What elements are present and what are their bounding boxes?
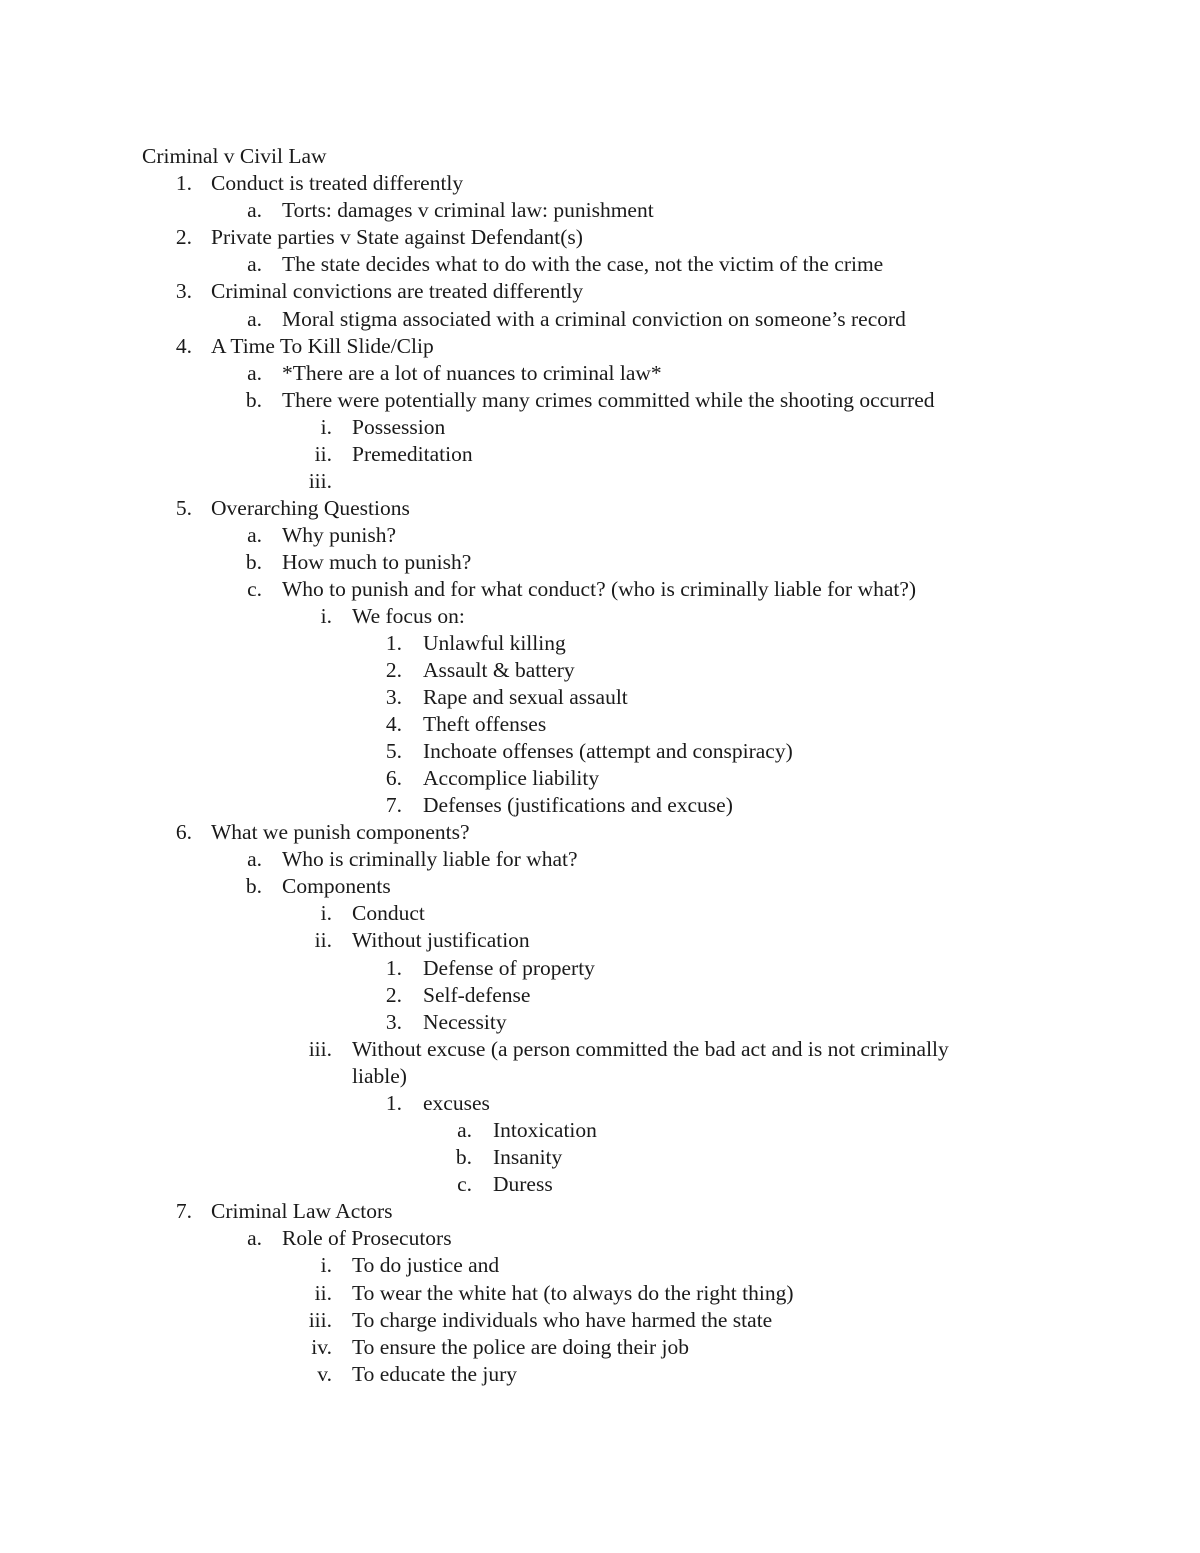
list-item-text: Without justification xyxy=(352,928,530,952)
list-marker: a. xyxy=(247,847,262,871)
list-marker: a. xyxy=(247,523,262,547)
list-marker: b. xyxy=(245,874,262,898)
list-item-text: Rape and sexual assault xyxy=(423,685,628,709)
list-marker: b. xyxy=(455,1145,472,1169)
list-marker: i. xyxy=(320,604,332,628)
list-item-text: To educate the jury xyxy=(352,1362,518,1386)
list-marker: a. xyxy=(247,252,262,276)
list-item-text: To charge individuals who have harmed the state xyxy=(352,1308,773,1332)
list-marker: ii. xyxy=(314,442,332,466)
list-marker: 3. xyxy=(385,1010,402,1034)
list-item-text: Conduct is treated differently xyxy=(211,171,464,195)
list-item-text: Moral stigma associated with a criminal conviction on someone’s record xyxy=(282,307,906,331)
list-item-text: The state decides what to do with the case, not the victim of the crime xyxy=(282,252,884,276)
list-item-text: excuses xyxy=(423,1091,490,1115)
list-marker: c. xyxy=(247,577,262,601)
list-marker: 7. xyxy=(385,793,402,817)
list-item-text: Torts: damages v criminal law: punishment xyxy=(282,198,654,222)
list-marker: 3. xyxy=(175,279,192,303)
list-marker: 2. xyxy=(385,658,402,682)
list-marker: 6. xyxy=(385,766,402,790)
list-marker: a. xyxy=(457,1118,472,1142)
list-item-text: Criminal Law Actors xyxy=(211,1199,393,1223)
list-marker: i. xyxy=(320,415,332,439)
list-item-text: Why punish? xyxy=(282,523,397,547)
list-item-text: Who is criminally liable for what? xyxy=(282,847,578,871)
list-marker: 4. xyxy=(385,712,402,736)
list-item-text: *There are a lot of nuances to criminal law* xyxy=(282,361,662,385)
list-marker: 3. xyxy=(385,685,402,709)
list-item-text: Role of Prosecutors xyxy=(282,1226,452,1250)
list-item-text: What we punish components? xyxy=(211,820,470,844)
list-item-text: To ensure the police are doing their job xyxy=(352,1335,690,1359)
list-marker: a. xyxy=(247,361,262,385)
list-item-text: Possession xyxy=(352,415,446,439)
list-item-text: Criminal convictions are treated differently xyxy=(211,279,584,303)
list-item-text: A Time To Kill Slide/Clip xyxy=(211,334,434,358)
list-item-text: We focus on: xyxy=(352,604,465,628)
list-item-text: Insanity xyxy=(493,1145,563,1169)
list-item-text: Defenses (justifications and excuse) xyxy=(423,793,733,817)
list-marker: v. xyxy=(317,1362,332,1386)
list-item-text: Self-defense xyxy=(423,983,531,1007)
list-marker: 1. xyxy=(385,1091,402,1115)
list-item-text: Accomplice liability xyxy=(423,766,600,790)
list-item-text: Who to punish and for what conduct? (who is criminally liable for what?) xyxy=(282,577,917,601)
page-title: Criminal v Civil Law xyxy=(142,144,327,168)
list-marker: ii. xyxy=(314,928,332,952)
list-item-text: liable) xyxy=(352,1064,407,1088)
list-marker: 1. xyxy=(385,631,402,655)
list-marker: a. xyxy=(247,1226,262,1250)
list-marker: 4. xyxy=(175,334,192,358)
list-item-text: Inchoate offenses (attempt and conspiracy) xyxy=(423,739,793,763)
list-item-text: There were potentially many crimes committed while the shooting occurred xyxy=(282,388,935,412)
list-marker: 5. xyxy=(175,496,192,520)
list-marker: i. xyxy=(320,901,332,925)
list-marker: 1. xyxy=(385,956,402,980)
list-item-text: Duress xyxy=(493,1172,553,1196)
list-marker: 6. xyxy=(175,820,192,844)
list-item-text: Theft offenses xyxy=(423,712,547,736)
list-item-text: Private parties v State against Defendant(s) xyxy=(211,225,583,249)
list-item-text: Components xyxy=(282,874,391,898)
list-marker: 1. xyxy=(175,171,192,195)
list-marker: a. xyxy=(247,307,262,331)
list-item-text: To wear the white hat (to always do the right thing) xyxy=(352,1281,794,1305)
list-marker: 5. xyxy=(385,739,402,763)
list-marker: b. xyxy=(245,388,262,412)
list-marker: iii. xyxy=(308,1308,332,1332)
list-marker: 2. xyxy=(175,225,192,249)
list-marker: iii. xyxy=(308,469,332,493)
list-item-text: Without excuse (a person committed the bad act and is not criminally xyxy=(352,1037,949,1061)
list-marker: 7. xyxy=(175,1199,192,1223)
list-marker: iii. xyxy=(308,1037,332,1061)
list-item-text: How much to punish? xyxy=(282,550,472,574)
list-item-text: Intoxication xyxy=(493,1118,597,1142)
list-item-text: Premeditation xyxy=(352,442,473,466)
list-marker: b. xyxy=(245,550,262,574)
list-marker: 2. xyxy=(385,983,402,1007)
list-item-text: Overarching Questions xyxy=(211,496,410,520)
list-marker: a. xyxy=(247,198,262,222)
list-marker: iv. xyxy=(311,1335,332,1359)
list-item-text: To do justice and xyxy=(352,1253,500,1277)
list-marker: i. xyxy=(320,1253,332,1277)
list-marker: c. xyxy=(457,1172,472,1196)
list-item-text: Unlawful killing xyxy=(423,631,566,655)
list-marker: ii. xyxy=(314,1281,332,1305)
list-item-text: Defense of property xyxy=(423,956,595,980)
list-item-text: Assault & battery xyxy=(423,658,575,682)
list-item-text: Necessity xyxy=(423,1010,507,1034)
list-item-text: Conduct xyxy=(352,901,425,925)
